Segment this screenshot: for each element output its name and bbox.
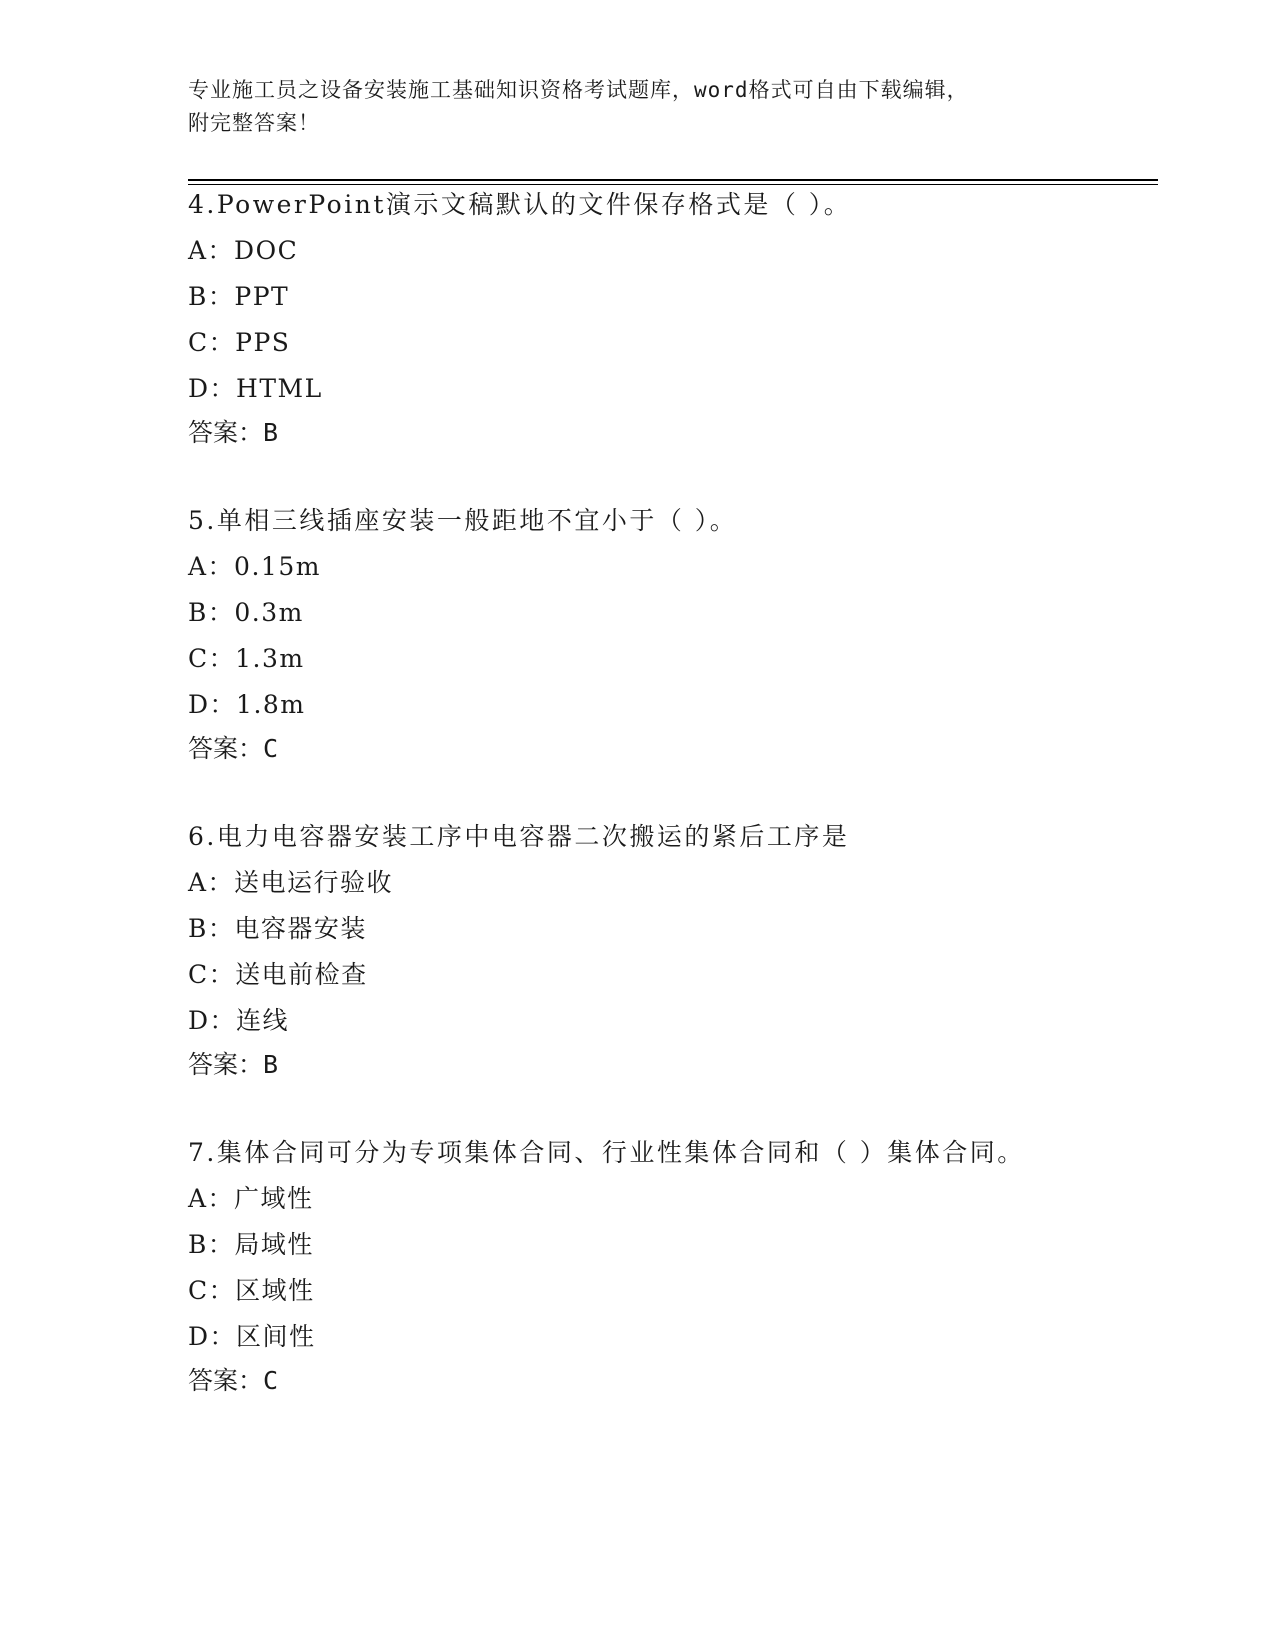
option-d: D：区间性 — [188, 1322, 316, 1351]
answer-value: C — [263, 1366, 279, 1395]
answer-label: 答案： — [188, 418, 264, 447]
question-block — [188, 1137, 1148, 1397]
option-a: A：DOC — [188, 236, 299, 265]
answer-line — [188, 1365, 1148, 1397]
option-b: B：局域性 — [188, 1230, 314, 1259]
option-b: B：PPT — [188, 282, 290, 311]
document-header — [188, 74, 1068, 140]
answer-line — [188, 1049, 1148, 1081]
question-stem: 6.电力电容器安装工序中电容器二次搬运的紧后工序是 — [188, 822, 850, 851]
option-c: C：PPS — [188, 328, 291, 357]
question-stem: 5.单相三线插座安装一般距地不宜小于（ ）。 — [188, 506, 738, 535]
option-d: D：HTML — [188, 374, 323, 403]
question-block — [188, 821, 1148, 1081]
answer-line — [188, 733, 1148, 765]
answer-label: 答案： — [188, 734, 264, 763]
option-b: B：0.3m — [188, 598, 304, 627]
header-line-2: 附完整答案！ — [188, 111, 320, 135]
answer-label: 答案： — [188, 1050, 264, 1079]
answer-value: B — [263, 1050, 279, 1079]
option-d: D：1.8m — [188, 690, 306, 719]
option-c: C：1.3m — [188, 644, 305, 673]
option-a: A：送电运行验收 — [188, 868, 394, 897]
option-c: C：区域性 — [188, 1276, 315, 1305]
option-a: A：0.15m — [188, 552, 321, 581]
question-stem: 7.集体合同可分为专项集体合同、行业性集体合同和（ ）集体合同。 — [188, 1138, 1025, 1167]
question-stem: 4.PowerPoint演示文稿默认的文件保存格式是（ ）。 — [188, 190, 852, 219]
answer-label: 答案： — [188, 1366, 264, 1395]
question-block — [188, 505, 1148, 765]
header-divider-thick — [188, 179, 1158, 181]
option-b: B：电容器安装 — [188, 914, 367, 943]
option-c: C：送电前检查 — [188, 960, 368, 989]
answer-line — [188, 417, 1148, 449]
answer-value: B — [263, 418, 279, 447]
header-line-1: 专业施工员之设备安装施工基础知识资格考试题库，word格式可自由下载编辑， — [188, 78, 969, 102]
question-block — [188, 189, 1148, 449]
option-d: D：连线 — [188, 1006, 290, 1035]
header-divider-thin — [188, 184, 1158, 185]
answer-value: C — [263, 734, 279, 763]
option-a: A：广域性 — [188, 1184, 314, 1213]
